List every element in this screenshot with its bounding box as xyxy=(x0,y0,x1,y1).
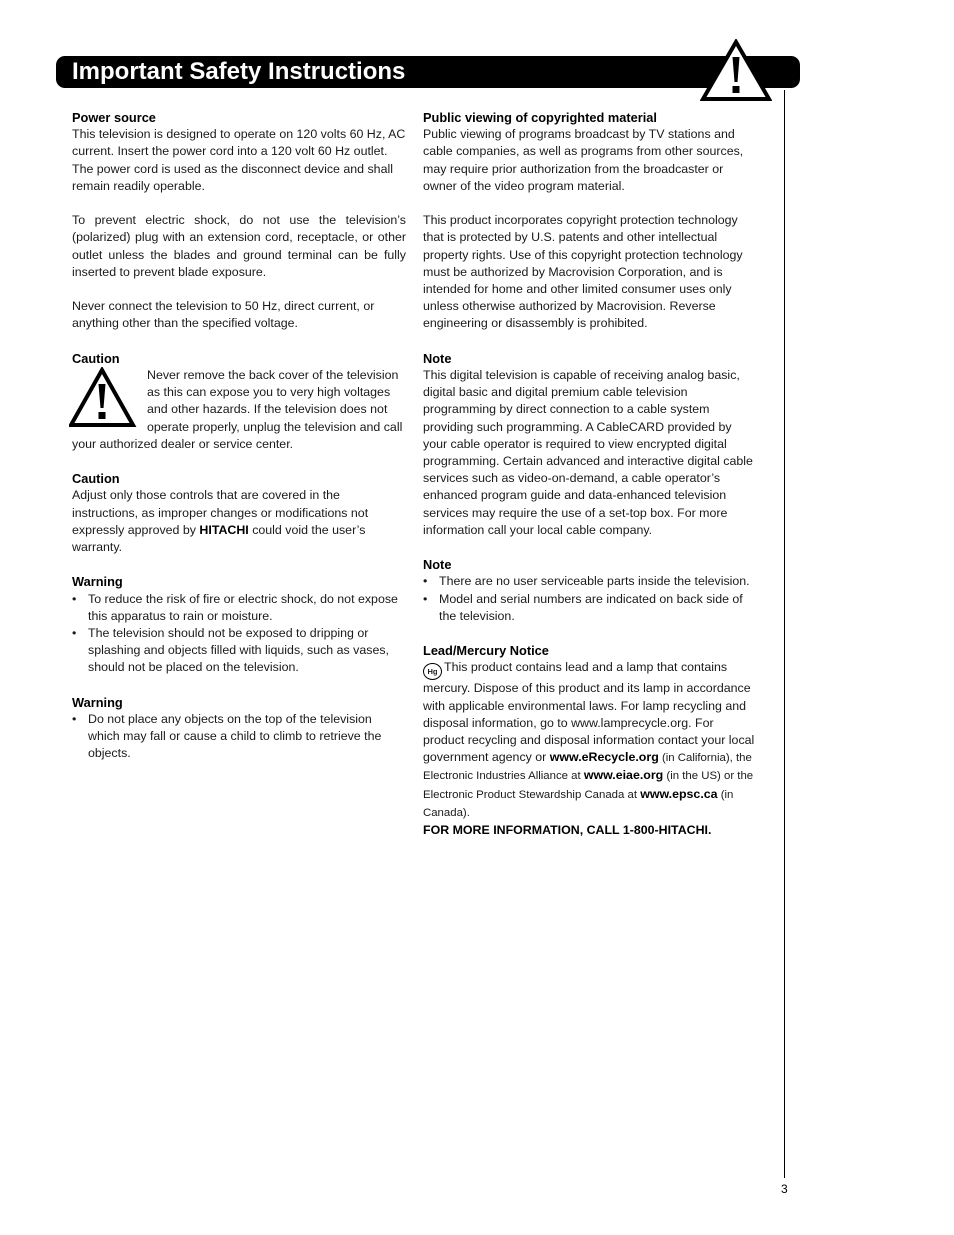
note-list xyxy=(423,573,757,625)
warning-heading-1: Warning xyxy=(72,574,123,590)
note-section-2 xyxy=(423,556,757,625)
list-item: • The television should not be exposed to dripping or splashing and objects filled with liquids, such as vases, should not be placed on the television. xyxy=(72,625,406,677)
lead-mercury-section xyxy=(423,642,757,839)
title-bar xyxy=(56,56,800,88)
page-title: Important Safety Instructions xyxy=(72,58,406,85)
brand-name: HITACHI xyxy=(199,522,249,537)
lead-mercury-heading: Lead/Mercury Notice xyxy=(423,643,549,659)
list-item: • To reduce the risk of fire or electric shock, do not expose this apparatus to rain or moisture. xyxy=(72,591,406,625)
right-column xyxy=(423,109,757,856)
mercury-hg-icon: Hg xyxy=(423,663,442,680)
margin-rule xyxy=(784,90,785,1178)
public-viewing-heading: Public viewing of copyrighted material xyxy=(423,110,657,125)
lead-mercury-text: Hg This product contains lead and a lamp that contains mercury. Dispose of this product and its lamp in accordance with applicable environmental laws. For lamp recycling and disposal information, go to www.lamprecycle.org. For product recycling and disposal information contact your local government agency or www.eRecycle.org (in California), the Electronic Industries Alliance at www.eiae.org (in the US) or the Electronic Product Stewardship Canada at www.epsc.ca (in Canada). xyxy=(423,660,755,819)
page-number: 3 xyxy=(781,1182,788,1196)
caution-text-2: Adjust only those controls that are covered in the instructions, as improper changes or modifications not expressly approved by HITACHI could void the user’s warranty. xyxy=(72,488,369,555)
note-text-1: This digital television is capable of receiving analog basic, digital basic and digital premium cable television programming by direct connection to a cable system providing such programming. A CableCARD provided by your cable operator is required to view encrypted digital programming. Certain advanced and interactive digital cable services such as video-on-demand, a cable operator’s enhanced program guide and data-enhanced television services may require the use of a set-top box. For more information call your local cable company. xyxy=(423,368,753,537)
note-heading-2: Note xyxy=(423,557,452,573)
list-item: • Model and serial numbers are indicated on back side of the television. xyxy=(423,591,757,625)
power-source-section xyxy=(72,109,406,333)
warning-section-1 xyxy=(72,573,406,676)
warning-heading-2: Warning xyxy=(72,694,123,710)
warning-list-2 xyxy=(72,711,406,763)
power-source-text-1: This television is designed to operate on 120 volts 60 Hz, AC current. Insert the power cord into a 120 volt 60 Hz outlet. The power cord is used as the disconnect device and shall remain readily operable. xyxy=(72,127,406,193)
public-viewing-text-2: This product incorporates copyright protection technology that is protected by U.S. patents and other intellectual property rights. Use of this copyright protection technology must be authorized by Macrovision Corporation, and is intended for home and other limited consumer uses only unless otherwise authorized by Macrovision. Reverse engineering or disassembly is prohibited. xyxy=(423,213,743,331)
eiae-link[interactable]: www.eiae.org xyxy=(583,768,664,783)
note-section-1 xyxy=(423,350,757,539)
warning-list-1 xyxy=(72,591,406,677)
public-viewing-text-1: Public viewing of programs broadcast by TV stations and cable companies, as well as programs from other sources, may require prior authorization from the broadcaster or owner of the video program material. xyxy=(423,127,744,193)
power-source-text-2: To prevent electric shock, do not use the television’s (polarized) plug with an extension cord, receptacle, or other outlet unless the blades and ground terminal can be fully inserted to prevent blade exposure. xyxy=(72,213,406,279)
public-viewing-section xyxy=(423,109,757,333)
left-column xyxy=(72,109,406,780)
list-item: • Do not place any objects on the top of the television which may fall or cause a child to climb to retrieve the objects. xyxy=(72,711,406,763)
epsc-link[interactable]: www.epsc.ca xyxy=(640,786,718,801)
caution-heading-1: Caution xyxy=(72,350,120,366)
erecycle-link[interactable]: www.eRecycle.org xyxy=(549,750,659,765)
caution-text-1: Never remove the back cover of the television as this can expose you to very high voltages and other hazards. If the television does not operate properly, unplug the television and call your authorized dealer or service center. xyxy=(72,368,403,451)
caution-section-1 xyxy=(72,350,406,453)
power-source-heading: Power source xyxy=(72,110,156,125)
power-source-text-3: Never connect the television to 50 Hz, direct current, or anything other than the specified voltage. xyxy=(72,299,375,331)
more-info-line: FOR MORE INFORMATION, CALL 1-800-HITACHI. xyxy=(423,823,712,838)
warning-triangle-icon xyxy=(700,39,772,102)
caution-section-2 xyxy=(72,470,406,556)
list-item: • There are no user serviceable parts inside the television. xyxy=(423,573,757,590)
warning-section-2 xyxy=(72,694,406,763)
note-heading-1: Note xyxy=(423,350,452,366)
caution-triangle-icon xyxy=(69,367,137,429)
caution-heading-2: Caution xyxy=(72,471,120,487)
